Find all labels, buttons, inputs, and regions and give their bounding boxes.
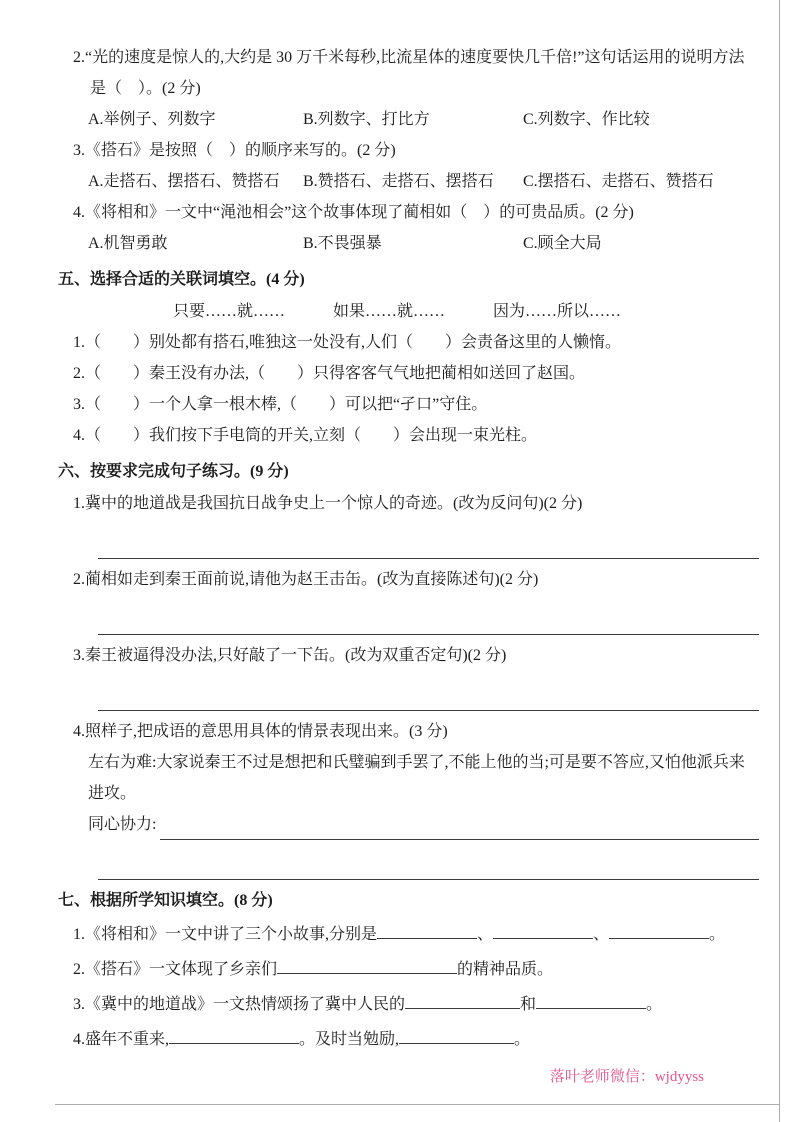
section-six-item-4: 4.照样子,把成语的意思用具体的情景表现出来。(3 分) xyxy=(73,723,448,740)
section-seven-item-1 xyxy=(73,917,759,952)
question-4-option-c: C.顾全大局 xyxy=(523,235,602,252)
question-3-stem: 3.《搭石》是按照（ ）的顺序来写的。(2 分) xyxy=(73,142,396,159)
period: 。 xyxy=(709,926,726,943)
item-2-text: 2.《搭石》一文体现了乡亲们 xyxy=(73,961,278,978)
question-2-stem: 2.“光的速度是惊人的,大约是 30 万千米每秒,比流星体的速度要快几千倍!”这句话运用的说明方法是（ ）。(2 分) xyxy=(73,49,745,97)
item-3-text: 3.《冀中的地道战》一文热情颂扬了冀中人民的 xyxy=(73,996,406,1013)
question-3-option-c: C.摆搭石、走搭石、赞搭石 xyxy=(523,173,714,190)
question-2-option-c: C.列数字、作比较 xyxy=(523,111,650,128)
section-five-item-4: 4.（ ）我们按下手电筒的开关,立刻（ ）会出现一束光柱。 xyxy=(73,427,538,444)
section-five-item-1: 1.（ ）别处都有搭石,唯独这一处没有,人们（ ）会责备这里的人懒惰。 xyxy=(73,334,622,351)
question-4-option-b: B.不畏强暴 xyxy=(303,235,382,252)
question-3-option-a: A.走搭石、摆搭石、赞搭石 xyxy=(88,173,280,190)
section-seven-item-2 xyxy=(73,952,759,987)
item-4-text: 4.盛年不重来, xyxy=(73,1031,170,1048)
fill-blank xyxy=(405,993,520,1009)
period: 。 xyxy=(646,996,663,1013)
choice-questions-section xyxy=(58,42,759,259)
section-seven-item-4 xyxy=(73,1022,759,1057)
item-1-text: 1.《将相和》一文中讲了三个小故事,分别是 xyxy=(73,926,378,943)
answer-blank-inline xyxy=(160,809,759,840)
section-five-item-2: 2.（ ）秦王没有办法,（ ）只得客客气气地把蔺相如送回了赵国。 xyxy=(73,365,586,382)
section-six-item-3: 3.秦王被逼得没办法,只好敲了一下缶。(改为双重否定句)(2 分) xyxy=(73,647,507,664)
fill-blank xyxy=(399,1028,514,1044)
watermark: 落叶老师微信：wjdyyss xyxy=(549,1069,704,1085)
connective-word-bank xyxy=(173,296,759,327)
section-six xyxy=(58,456,759,880)
answer-blank-line xyxy=(98,671,759,711)
section-six-item-1: 1.冀中的地道战是我国抗日战争史上一个惊人的奇迹。(改为反问句)(2 分) xyxy=(73,495,583,512)
period: 。 xyxy=(514,1031,531,1048)
separator: 、 xyxy=(593,926,610,943)
idiom-prompt: 同心协力: xyxy=(88,816,157,833)
fill-blank xyxy=(609,923,709,939)
section-seven-item-3 xyxy=(73,987,759,1022)
section-seven xyxy=(58,885,759,1057)
fill-blank xyxy=(277,958,457,974)
page-border-bottom xyxy=(55,1104,780,1105)
item-2-text-after: 的精神品质。 xyxy=(457,961,554,978)
question-4-option-a: A.机智勇敢 xyxy=(88,235,168,252)
section-six-heading: 六、按要求完成句子练习。(9 分) xyxy=(58,463,289,480)
fill-blank xyxy=(169,1028,299,1044)
answer-blank-line xyxy=(98,595,759,635)
connective-1: 只要……就…… xyxy=(173,303,286,320)
section-five xyxy=(58,264,759,451)
section-seven-heading: 七、根据所学知识填空。(8 分) xyxy=(58,892,273,909)
question-4-stem: 4.《将相和》一文中“渑池相会”这个故事体现了蔺相如（ ）的可贵品质。(2 分) xyxy=(73,204,634,221)
item-4-text-mid: 。及时当勉励, xyxy=(299,1031,400,1048)
question-3-options xyxy=(88,166,759,197)
separator: 、 xyxy=(477,926,494,943)
item-3-conjunction: 和 xyxy=(520,996,537,1013)
question-3-option-b: B.赞搭石、走搭石、摆搭石 xyxy=(303,173,494,190)
idiom-example-sentence: 左右为难:大家说秦王不过是想把和氏璧骗到手罢了,不能上他的当;可是要不答应,又怕他派兵来进攻。 xyxy=(88,754,745,802)
answer-blank-line xyxy=(98,519,759,559)
section-five-heading: 五、选择合适的关联词填空。(4 分) xyxy=(58,271,305,288)
question-2-options xyxy=(88,104,759,135)
idiom-prompt-row xyxy=(88,809,759,840)
connective-3: 因为……所以…… xyxy=(493,303,622,320)
connective-2: 如果……就…… xyxy=(333,303,446,320)
fill-blank xyxy=(377,923,477,939)
question-2-option-a: A.举例子、列数字 xyxy=(88,111,216,128)
fill-blank xyxy=(493,923,593,939)
question-4-options xyxy=(88,228,759,259)
fill-blank xyxy=(536,993,646,1009)
section-six-item-2: 2.蔺相如走到秦王面前说,请他为赵王击缶。(改为直接陈述句)(2 分) xyxy=(73,571,539,588)
answer-blank-line xyxy=(98,840,759,880)
question-2-option-b: B.列数字、打比方 xyxy=(303,111,430,128)
section-five-item-3: 3.（ ）一个人拿一根木棒,（ ）可以把“孑口”守住。 xyxy=(73,396,488,413)
page-border-right xyxy=(779,0,780,1122)
